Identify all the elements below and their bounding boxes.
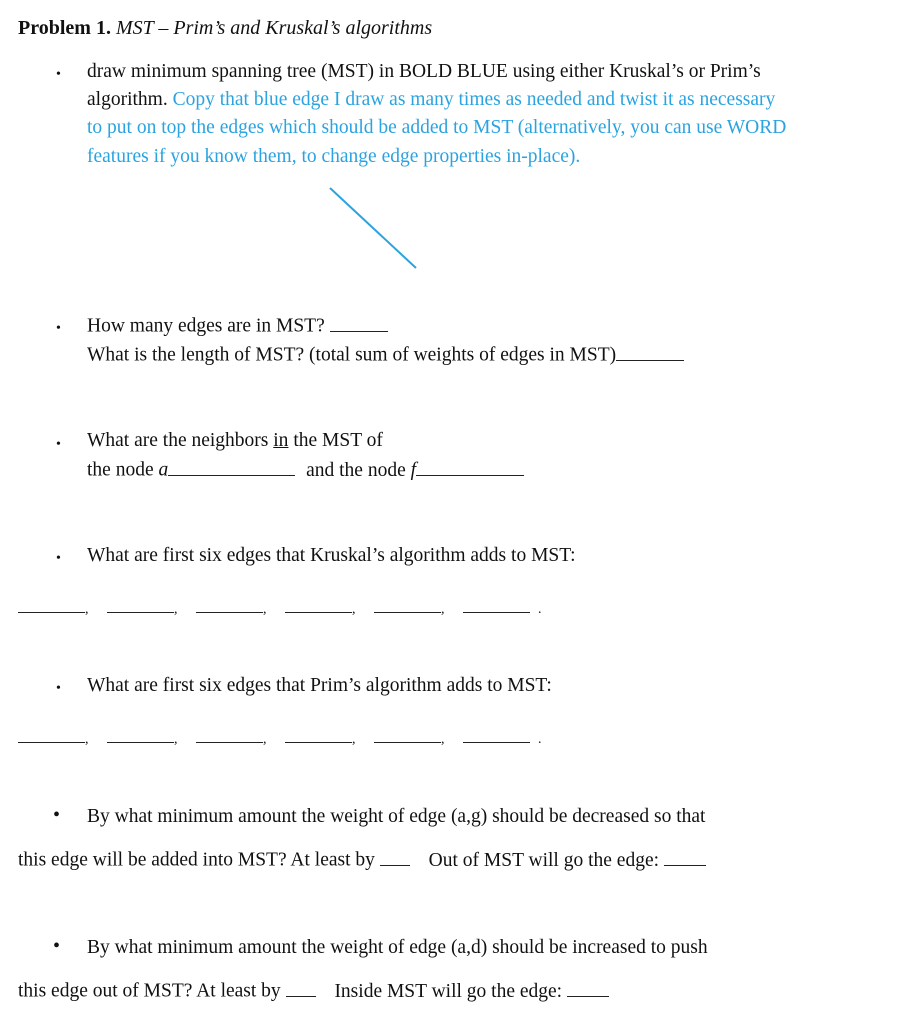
kruskal-edge-blank[interactable] [374, 594, 441, 613]
answer-blank-neighbors-f[interactable] [416, 456, 524, 476]
separator: , [263, 732, 267, 748]
kruskal-edge-blank[interactable] [107, 594, 174, 613]
q1-line1: draw minimum spanning tree (MST) in BOLD BLUE using either Kruskal’s or Prim’s [87, 61, 761, 82]
terminator: . [538, 602, 542, 618]
q6-decrease-question: this edge will be added into MST? At least by [18, 849, 375, 871]
q3-node-f-var: f [410, 459, 417, 481]
prim-edge-blank[interactable] [285, 724, 352, 743]
separator: , [85, 732, 89, 748]
q3-text-post: the MST of [293, 430, 383, 451]
separator: , [85, 602, 89, 618]
q1-line2-black: algorithm. [87, 89, 168, 110]
kruskal-edge-blanks [18, 594, 560, 622]
bullet-marker: • [56, 681, 61, 696]
answer-blank-mst-length[interactable] [616, 341, 684, 361]
bullet-marker: • [56, 551, 61, 566]
q6-line2 [18, 846, 706, 875]
q7-in-edge-label: Inside MST will go the edge: [334, 980, 563, 1002]
q4-kruskal-question: What are first six edges that Kruskal’s algorithm adds to MST: [87, 545, 576, 566]
q1-line3: to put on top the edges which should be added to MST (alternatively, you can use WORD [87, 117, 787, 138]
answer-blank-edge-count[interactable] [330, 312, 388, 332]
q6-out-edge-label: Out of MST will go the edge: [428, 849, 660, 871]
separator: , [352, 602, 356, 618]
q2-line2 [87, 341, 684, 370]
q3-text-underlined: in [273, 430, 289, 451]
bullet-marker: • [56, 437, 61, 452]
prim-edge-blank[interactable] [18, 724, 85, 743]
answer-blank-out-edge[interactable] [664, 846, 706, 866]
q3-line2 [87, 456, 524, 485]
problem-topic: MST – Prim’s and Kruskal’s algorithms [115, 17, 433, 39]
bullet-marker: • [56, 67, 61, 82]
terminator: . [538, 732, 542, 748]
prim-edge-blank[interactable] [196, 724, 263, 743]
q2-question-length: What is the length of MST? (total sum of weights of edges in MST) [87, 344, 617, 366]
separator: , [352, 732, 356, 748]
problem-number: Problem 1. [18, 17, 111, 39]
q6-line1: By what minimum amount the weight of edge (a,g) should be decreased so that [87, 806, 706, 827]
separator: , [174, 732, 178, 748]
answer-blank-neighbors-a[interactable] [168, 456, 295, 476]
q7-line1: By what minimum amount the weight of edge (a,d) should be increased to push [87, 937, 708, 958]
q3-node-a-var: a [158, 459, 169, 481]
kruskal-edge-blank[interactable] [18, 594, 85, 613]
q2-question-edges: How many edges are in MST? [87, 315, 325, 337]
prim-edge-blank[interactable] [107, 724, 174, 743]
bullet-marker: • [53, 935, 61, 957]
q3-node-f-label: and the node [306, 459, 406, 481]
separator: , [174, 602, 178, 618]
q1-line2-blue: Copy that blue edge I draw as many times as needed and twist it as necessary [172, 89, 776, 110]
q7-increase-question: this edge out of MST? At least by [18, 980, 281, 1002]
bullet-marker: • [53, 804, 61, 826]
separator: , [263, 602, 267, 618]
blue-edge-line [330, 188, 416, 268]
kruskal-edge-blank[interactable] [463, 594, 530, 613]
q7-line2 [18, 977, 609, 1006]
q3-text-pre: What are the neighbors [87, 430, 269, 451]
kruskal-edge-blank[interactable] [285, 594, 352, 613]
prim-edge-blank[interactable] [463, 724, 530, 743]
q3-node-a-label: the node [87, 459, 154, 481]
q3-line1 [87, 427, 383, 455]
q1-line4: features if you know them, to change edge properties in-place). [87, 146, 581, 167]
separator: , [441, 732, 445, 748]
kruskal-edge-blank[interactable] [196, 594, 263, 613]
answer-blank-in-edge[interactable] [567, 977, 609, 997]
separator: , [441, 602, 445, 618]
answer-blank-decrease-amount[interactable] [380, 846, 410, 866]
q2-line1 [87, 312, 388, 341]
prim-edge-blank[interactable] [374, 724, 441, 743]
bullet-marker: • [56, 321, 61, 336]
q5-prim-question: What are first six edges that Prim’s algorithm adds to MST: [87, 675, 552, 696]
prim-edge-blanks [18, 724, 560, 752]
answer-blank-increase-amount[interactable] [286, 977, 316, 997]
